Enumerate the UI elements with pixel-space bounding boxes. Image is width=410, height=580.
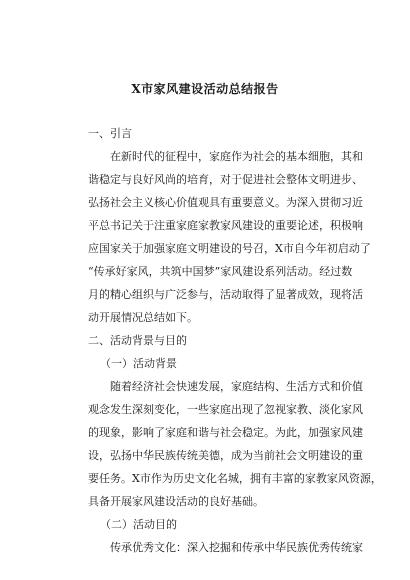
section-heading-intro: 一、引言	[88, 127, 132, 140]
document-body	[88, 122, 382, 559]
paragraph-line: 在新时代的征程中，家庭作为社会的基本细胞，其和	[110, 150, 363, 163]
section-heading-background: 二、活动背景与目的	[88, 334, 187, 347]
paragraph-line: 传承优秀文化：深入挖掘和传承中华民族优秀传统家	[110, 541, 363, 554]
paragraph-line: 弘扬社会主义核心价值观具有重要意义。为深入贯彻习近	[88, 196, 363, 209]
paragraph-line: 应国家关于加强家庭文明建设的号召，X市自今年初启动了	[88, 242, 371, 255]
paragraph-line: 平总书记关于注重家庭家教家风建设的重要论述，积极响	[88, 219, 363, 232]
paragraph-line: 月的精心组织与广泛参与，活动取得了显著成效，现将活	[88, 288, 363, 301]
paragraph-line: “传承好家风，共筑中国梦”家风建设系列活动。经过数	[88, 265, 353, 278]
subsection-heading-background: （一）活动背景	[100, 357, 177, 370]
paragraph-line: 具备开展家风建设活动的良好基础。	[88, 495, 264, 508]
paragraph-line: 设，弘扬中华民族传统美德，成为当前社会文明建设的重	[88, 449, 363, 462]
paragraph-line: 的现象，影响了家庭和谐与社会稳定。为此，加强家风建	[88, 426, 363, 439]
paragraph-line: 要任务。X市作为历史文化名城，拥有丰富的家教家风资源，	[88, 472, 382, 485]
paragraph-line: 随着经济社会快速发展，家庭结构、生活方式和价值	[110, 380, 363, 393]
subsection-heading-purpose: （二）活动目的	[100, 518, 177, 531]
paragraph-line: 谐稳定与良好风尚的培育，对于促进社会整体文明进步、	[88, 173, 363, 186]
paragraph-line: 观念发生深刻变化，一些家庭出现了忽视家教、淡化家风	[88, 403, 363, 416]
paragraph-line: 动开展情况总结如下。	[88, 311, 198, 324]
document-title: X市家风建设活动总结报告	[131, 82, 279, 96]
